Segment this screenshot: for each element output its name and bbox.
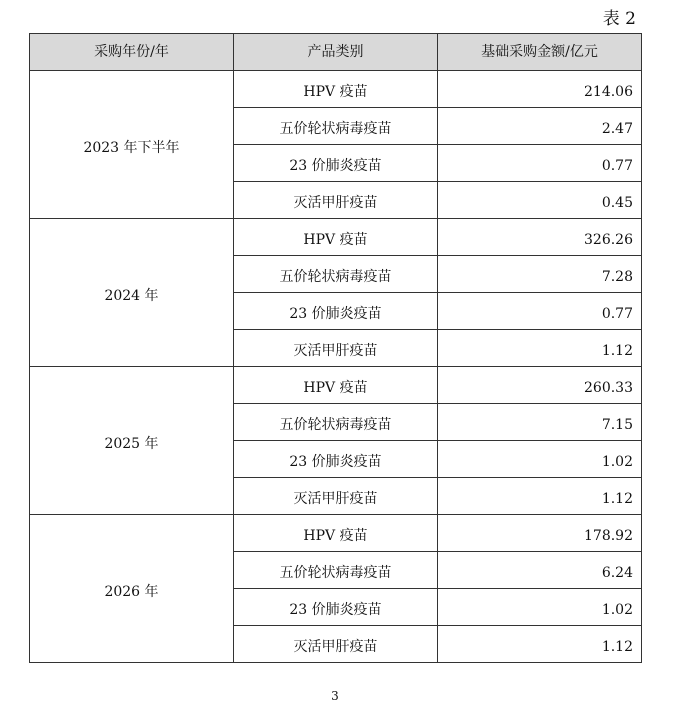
amount-cell: 0.77 (438, 293, 642, 330)
amount-cell: 260.33 (438, 367, 642, 404)
amount-cell: 7.28 (438, 256, 642, 293)
page-number: 3 (331, 689, 339, 703)
amount-cell: 1.02 (438, 441, 642, 478)
table-row (30, 367, 642, 404)
product-cell: 灭活甲肝疫苗 (234, 330, 438, 367)
product-cell: 23 价肺炎疫苗 (234, 589, 438, 626)
amount-cell: 1.12 (438, 626, 642, 663)
product-cell: 23 价肺炎疫苗 (234, 441, 438, 478)
header-product: 产品类别 (234, 34, 438, 71)
product-cell: HPV 疫苗 (234, 367, 438, 404)
table-caption: 表 2 (602, 9, 636, 29)
product-cell: HPV 疫苗 (234, 515, 438, 552)
product-cell: 23 价肺炎疫苗 (234, 293, 438, 330)
year-cell: 2025 年 (30, 367, 234, 515)
table-row (30, 219, 642, 256)
amount-cell: 178.92 (438, 515, 642, 552)
product-cell: 灭活甲肝疫苗 (234, 182, 438, 219)
product-cell: 五价轮状病毒疫苗 (234, 256, 438, 293)
amount-cell: 0.45 (438, 182, 642, 219)
procurement-table (29, 33, 642, 663)
amount-cell: 7.15 (438, 404, 642, 441)
product-cell: HPV 疫苗 (234, 71, 438, 108)
amount-cell: 1.12 (438, 330, 642, 367)
table-row (30, 71, 642, 108)
table-header-row (30, 34, 642, 71)
amount-cell: 0.77 (438, 145, 642, 182)
amount-cell: 6.24 (438, 552, 642, 589)
amount-cell: 1.02 (438, 589, 642, 626)
amount-cell: 2.47 (438, 108, 642, 145)
header-year: 采购年份/年 (30, 34, 234, 71)
product-cell: 五价轮状病毒疫苗 (234, 404, 438, 441)
year-cell: 2026 年 (30, 515, 234, 663)
amount-cell: 1.12 (438, 478, 642, 515)
product-cell: 五价轮状病毒疫苗 (234, 108, 438, 145)
table-row (30, 515, 642, 552)
year-cell: 2024 年 (30, 219, 234, 367)
product-cell: 灭活甲肝疫苗 (234, 626, 438, 663)
header-amount: 基础采购金额/亿元 (438, 34, 642, 71)
product-cell: 五价轮状病毒疫苗 (234, 552, 438, 589)
year-cell: 2023 年下半年 (30, 71, 234, 219)
product-cell: 灭活甲肝疫苗 (234, 478, 438, 515)
amount-cell: 326.26 (438, 219, 642, 256)
amount-cell: 214.06 (438, 71, 642, 108)
product-cell: HPV 疫苗 (234, 219, 438, 256)
product-cell: 23 价肺炎疫苗 (234, 145, 438, 182)
